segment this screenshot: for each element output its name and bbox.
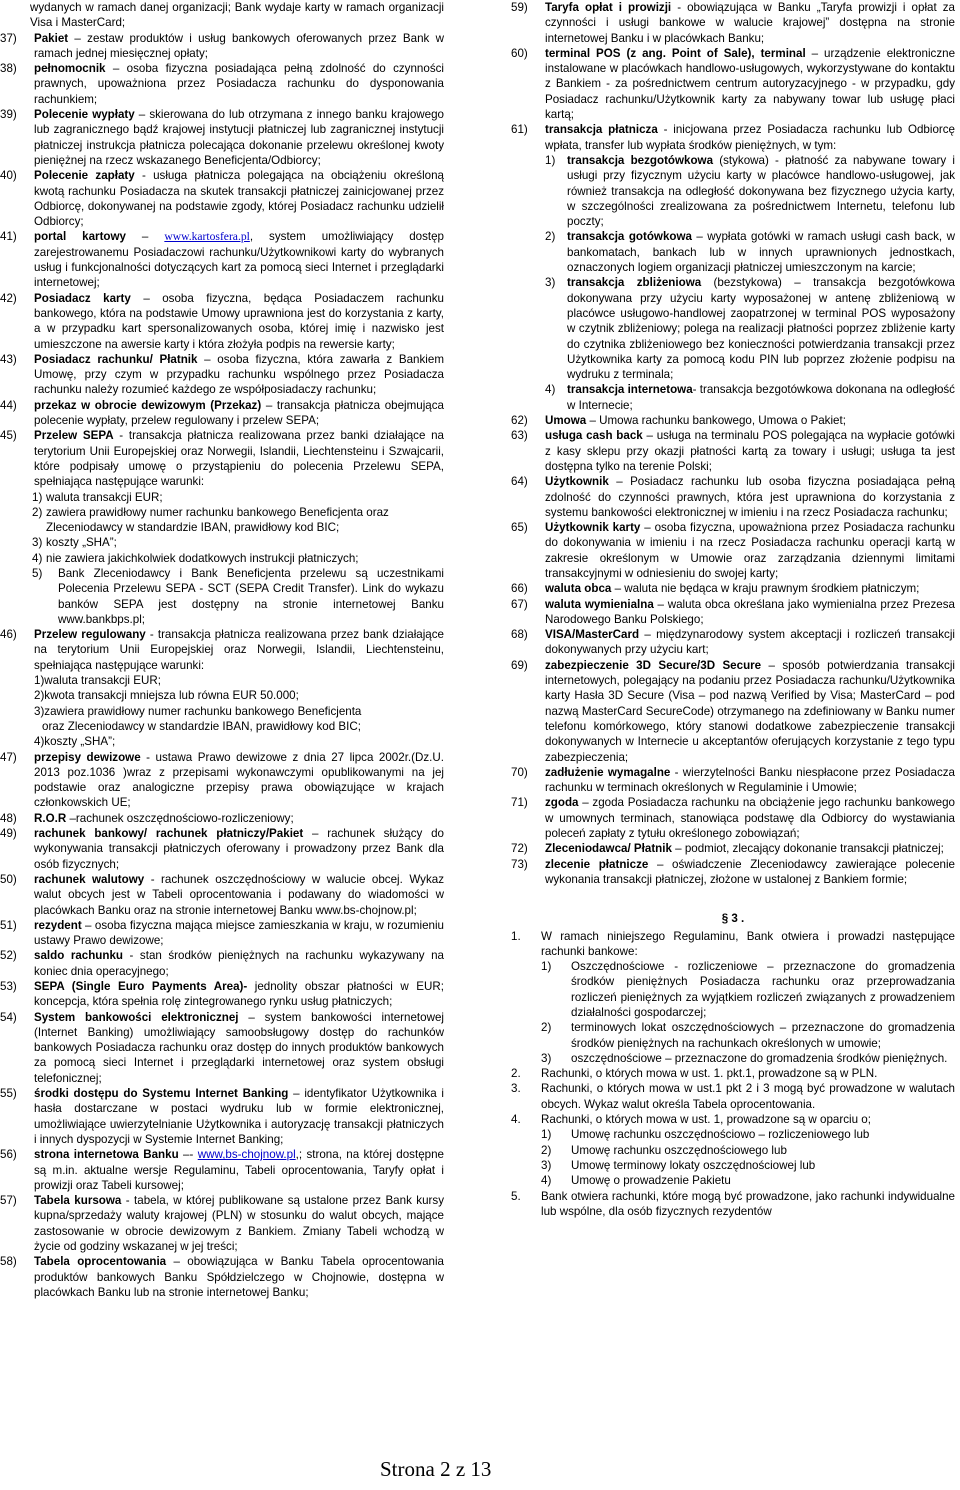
definition-73: 73) zlecenie płatnicze – oświadczenie Zleceniodawcy zawierające polecenie wykonania transakcji płatniczej, złożone w ustalonej z Bankiem formie; (511, 857, 955, 886)
list-item: 4) nie zawiera jakichkolwiek dodatkowych instrukcji płatniczych; (32, 551, 359, 565)
definition-55: 55) środki dostępu do Systemu Internet Banking – identyfikator Użytkownika i hasła dostarczane w postaci wydruku lub w formie elektronicznej, umożliwiające uwierzytelnianie Użytkownika i autoryzację transakcji płatniczych i innych dyspozycji w Systemie Internet Banking; (0, 1087, 444, 1146)
definition-39: 39) Polecenie wypłaty – skierowana do lub otrzymana z innego banku krajowego lub zagranicznego bądź krajowej instytucji płatniczej lub zagranicznej instytucji płatniczej instrukcja płatnicza polecająca dokonanie przelewu określonej kwoty pieniężnej na rzecz wskazanego Beneficjenta/Odbiorcy; (0, 108, 444, 167)
left-column (0, 0, 444, 1300)
paragraph-4: 4. Rachunki, o których mowa w ust. 1, prowadzone są w oparciu o; (511, 1113, 871, 1127)
definition-67: 67) waluta wymienialna – waluta obca określana jako wymienialna przez Prezesa Narodowego Banku Polskiego; (511, 597, 955, 626)
definition-50: 50) rachunek walutowy - rachunek oszczędnościowy w walucie obcej. Wykaz walut obcych jest w Tabeli oprocentowania i podawany do wiadomości w placówkach Banku oraz na stronie internetowej Banku www.bs-chojnow.pl; (0, 872, 444, 917)
bank-website-link[interactable]: www,bs-chojnow.pl (197, 1148, 296, 1162)
list-item: 4) Umowę o prowadzenie Pakietu (541, 1174, 731, 1188)
definition-40: 40) Polecenie zapłaty - usługa płatnicza polegająca na obciążeniu określoną kwotą rachunku Posiadacza na skutek transakcji płatniczej zainicjowanej przez Odbiorcę, dokonywanej na podstawie zgody, której Posiadacz rachunku udzielił Odbiorcy; (0, 169, 445, 229)
definition-54: 54) System bankowości elektronicznej – system bankowości internetowej (Internet Banking) umożliwiający samoobsługowy dostęp do rachunków bankowych Posiadacza rachunku oraz dostęp do innych produktów bankowych za pomocą sieci Internet i przeglądarki internetowej oraz system obsługi telefonicznej; (0, 1010, 444, 1085)
right-column (511, 0, 955, 1219)
definition-47: 47) przepisy dewizowe - ustawa Prawo dewizowe z dnia 27 lipca 2002r.(Dz.U. 2013 poz.1036 )wraz z przepisami wykonawczymi opublikowanymi na jej podstawie oraz analogiczne przepisy prawa obowiązujące w krajach członkowskich UE; (0, 750, 444, 810)
definition-48: 48) R.O.R –rachunek oszczędnościowo-rozliczeniowy; (0, 811, 294, 825)
definition-65: 65) Użytkownik karty – osoba fizyczna, upoważniona przez Posiadacza rachunku do dokonywania w imieniu i na rzecz Posiadacza rachunku operacji kartą w zakresie określonym w Umowie oraz zarządzania dziennymi limitami transakcyjnymi w odniesieniu do swojej karty; (511, 521, 955, 580)
definition-72: 72) Zleceniodawca/ Płatnik – podmiot, zlecający dokonanie transakcji płatniczej; (511, 842, 944, 856)
definition-63: 63) usługa cash back – usługa na terminalu POS polegająca na wypłacie gotówki z kasy sklepu przy okazji płatności kartą za towary i usługi; usługa ta jest dostępna tylko na terenie Polski; (511, 429, 955, 473)
list-item: 2) Umowę rachunku oszczędnościowego lub (541, 1143, 787, 1157)
list-item: 2) terminowych lokat oszczędnościowych – przeznaczone do gromadzenia środków pieniężnych na rachunkach określonych w umowie; (541, 1021, 955, 1050)
definition-58: 58) Tabela oprocentowania – obowiązująca w Banku Tabela oprocentowania produktów bankowych Banku Spółdzielczego w Chojnowie, dostępna w placówkach Banku lub na stronie internetowej Banku; (0, 1255, 445, 1299)
list-item: 3) transakcja zbliżeniowa (bezstykowa) – transakcja bezgotówkowa dokonywana przy użyciu karty wyposażonej w antenę zbliżeniową w placówce usługowo-handlowej zaopatrzonej w terminal POS wyposażony w czytnik zbliżeniowy; polega na realizacji płatności poprzez zbliżenie karty do czytnika zbliżeniowego bez konieczności potwierdzania transakcji przez Użytkownika karty za pomocą kodu PIN lub poprzez złożenie podpisu na wydruku z terminala; (545, 276, 955, 382)
definition-69: 69) zabezpieczenie 3D Secure/3D Secure – sposób potwierdzania transakcji internetowych, polegający na podaniu przez Posiadacza rachunku/Użytkownika karty Hasła 3D Secure (Visa – pod nazwą Verified by Visa; MasterCard – pod nazwą MasterCard SecureCode) otrzymanego na zdefiniowany w Banku numer telefonu komórkowego, który stanowi dodatkowe zabezpieczenie transakcji dokonywanych w Internecie u akceptantów oferujących korzystanie z tego typu zabezpieczenia; (511, 658, 955, 764)
kartosfera-link[interactable]: www.kartosfera.pl (164, 230, 250, 244)
paragraph-5: 5. Bank otwiera rachunki, które mogą być prowadzone, jako rachunki indywidualne lub wspólne, dla osób fizycznych rezydentów (511, 1189, 955, 1218)
list-item: 1) Umowę rachunku oszczędnościowo – rozliczeniowego lub (541, 1128, 870, 1142)
definition-66: 66) waluta obca – waluta nie będąca w kraju prawnym środkiem płatniczym; (511, 582, 920, 596)
list-item: 5) Bank Zleceniodawcy i Bank Beneficjenta przelewu są uczestnikami Polecenia Przelewu SEPA - SCT (SEPA Credit Transfer). Link do wykazu banków SEPA jest dostępny na stronie internetowej Banku www.bankbps.pl; (32, 566, 444, 626)
list-item: 3) koszty „SHA”; (32, 536, 117, 550)
definition-59: 59) Taryfa opłat i prowizji - obowiązująca w Banku „Taryfa prowizji i opłat za czynności i usługi bankowe w walucie krajowej” dostępna na stronie internetowej Banku i w placówkach Banku; (511, 1, 955, 45)
definition-52: 52) saldo rachunku - stan środków pieniężnych na rachunku wykazywany na koniec dnia operacyjnego; (0, 949, 444, 978)
intro-text: wydanych w ramach danej organizacji; Bank wydaje karty w ramach organizacji Visa i MasterCard; (30, 1, 444, 30)
definition-53: 53) SEPA (Single Euro Payments Area)- jednolity obszar płatności w EUR; koncepcja, która spełnia rolę zintegrowanego rynku usług płatniczych; (0, 980, 444, 1009)
definition-64: 64) Użytkownik – Posiadacz rachunku lub osoba fizyczna posiadająca pełną zdolność do czynności prawnych, która jest uprawniona do korzystania z systemu bankowości elektronicznej w imieniu i na rzecz Posiadacza rachunku; (511, 475, 955, 519)
paragraph-3: 3. Rachunki, o których mowa w ust.1 pkt 2 i 3 mogą być prowadzone w walutach obcych. Wykaz walut określa Tabela oprocentowania. (511, 1082, 955, 1111)
definition-60: 60) terminal POS (z ang. Point of Sale), terminal – urządzenie elektroniczne instalowane w placówkach handlowo-usługowych, wykorzystywane do kontaktu z Bankiem - za pośrednictwem centrum autoryzacyjnego - w przypadku, gdy Posiadacz rachunku/Użytkownik karty za nabywany towar lub usługę płaci kartą; (511, 46, 956, 122)
list-item: 3)zawiera prawidłowy numer rachunku bankowego Beneficjenta (34, 704, 362, 718)
definition-43: 43) Posiadacz rachunku/ Płatnik – osoba fizyczna, która zawarła z Bankiem Umowę, przy czym w przypadku rachunku wspólnego przez Posiadacza rachunku należy rozumieć każdego ze współposiadaczy rachunku; (0, 352, 444, 397)
paragraph-1: 1. W ramach niniejszego Regulaminu, Bank otwiera i prowadzi następujące rachunki bankowe: (511, 929, 955, 958)
list-item: 2) transakcja gotówkowa – wypłata gotówki w ramach usługi cash back, w bankomatach, bankach lub w innych uprawnionych jednostkach, oznaczonych logiem organizacji płatniczej umieszczonym na karcie; (545, 230, 955, 275)
list-item: 1)waluta transakcji EUR; (34, 674, 161, 688)
list-item: 1) Oszczędnościowe - rozliczeniowe – przeznaczone do gromadzenia środków pieniężnych Posiadacza rachunku oraz przeprowadzania rozliczeń pieniężnych za wyjątkiem rozliczeń związanych z prowadzeniem działalności gospodarczej; (541, 960, 955, 1019)
list-item: 2) zawiera prawidłowy numer rachunku bankowego Beneficjenta oraz Zleceniodawcy w standardzie IBAN, prawidłowy kod BIC; (32, 505, 389, 535)
definition-38: 38) pełnomocnik – osoba fizyczna posiadająca pełną zdolność do czynności prawnych, upoważniona przez Posiadacza rachunku do dysponowania rachunkiem; (0, 62, 444, 106)
definition-44: 44) przekaz w obrocie dewizowym (Przekaz) – transakcja płatnicza obejmująca polecenie wypłaty, przelew regulowany i przelew SEPA; (0, 398, 444, 428)
paragraph-2: 2. Rachunki, o których mowa w ust. 1. pkt.1, prowadzone są w PLN. (511, 1067, 878, 1081)
definition-68: 68) VISA/MasterCard – międzynarodowy system akceptacji i rozliczeń transakcji dokonywanych przy użyciu kart; (511, 628, 955, 657)
definition-51: 51) rezydent – osoba fizyczna mająca miejsce zamieszkania w kraju, w rozumieniu ustawy Prawo dewizowe; (0, 918, 444, 948)
list-item: 4)koszty „SHA”; (34, 735, 116, 749)
definition-71: 71) zgoda – zgoda Posiadacza rachunku na obciążenie jego rachunku bankowego w umownych terminach, stanowiąca podstawę dla Odbiorcy do wystawiania poleceń zapłaty z tytułu określonego zobowiązań; (511, 796, 955, 841)
list-item: 2)kwota transakcji mniejsza lub równa EUR 50.000; (34, 689, 299, 703)
definition-42: 42) Posiadacz karty – osoba fizyczna, będąca Posiadaczem rachunku bankowego, która na podstawie Umowy uprawniona jest do korzystania z karty, a w przypadku kart spersonalizowanych osoba, której imię i nazwisko jest umieszczone na awersie karty i która złożyła podpis na rewersie karty; (0, 291, 444, 351)
list-item: 1) waluta transakcji EUR; (32, 490, 163, 504)
list-item: 3) Umowę terminowy lokaty oszczędnościowej lub (541, 1158, 816, 1172)
definition-49: 49) rachunek bankowy/ rachunek płatniczy/Pakiet – rachunek służący do wykonywania transakcji płatniczych oferowany i prowadzony przez Bank dla osób fizycznych; (0, 827, 444, 871)
page-number: Strona 2 z 13 (380, 1457, 492, 1481)
section-heading: § 3 . (721, 912, 745, 926)
list-item: 3) oszczędnościowe – przeznaczone do gromadzenia środków pieniężnych. (541, 1051, 948, 1065)
definition-70: 70) zadłużenie wymagalne - wierzytelności Banku niespłacone przez Posiadacza rachunku w terminach określonych w Regulaminie i Umowie; (511, 765, 955, 795)
definition-57: 57) Tabela kursowa - tabela, w której publikowane są ustalone przez Bank kursy kupna/sprzedaży waluty krajowej (PLN) w stosunku do walut obcych, mające zastosowanie w obrocie dewizowym z Bankiem. Zmiany Tabeli wchodzą w życie od godziny wskazanej w jej treści; (0, 1194, 444, 1254)
definition-46: 46) Przelew regulowany - transakcja płatnicza realizowana przez bank działające na terytorium Unii Europejskiej oraz Norwegii, Islandii, Liechtensteinu, spełniająca następujące warunki: (0, 628, 444, 672)
definition-45: 45) Przelew SEPA - transakcja płatnicza realizowana przez banki działające na terytorium Unii Europejskiej oraz Norwegii, Islandii, Liechtensteinu i Szwajcarii, które podpisały umowę o przystąpieniu do polecenia Przelewu SEPA, spełniająca następujące warunki: (0, 429, 445, 489)
list-item-continuation: oraz Zleceniodawcy w standardzie IBAN, prawidłowy kod BIC; (42, 719, 361, 733)
definition-62: 62) Umowa – Umowa rachunku bankowego, Umowa o Pakiet; (511, 414, 846, 428)
definition-56: 56) strona internetowa Banku –- www,bs-chojnow.pl,; strona, na której dostępne są m.in. aktualne wersje Regulaminu, Tabeli oprocentowania, Taryfy opłat i prowizji oraz Tabeli kursowej; (0, 1148, 444, 1192)
list-item: 1) transakcja bezgotówkowa (stykowa) - płatność za nabywane towary i usługi przy fizycznym użyciu karty w placówce handlowo-usługowej, jak również transakcja na odległość dokonywana bez fizycznego użycia karty, w szczególności zrealizowana za pośrednictwem Internetu, telefonu lub poczty; (545, 153, 955, 229)
list-item: 4) transakcja internetowa- transakcja bezgotówkowa dokonana na odległość w Internecie; (545, 383, 955, 412)
definition-37: 37) Pakiet – zestaw produktów i usług bankowych oferowanych przez Bank w ramach jednej miesięcznej opłaty; (0, 31, 444, 60)
definition-61: 61) transakcja płatnicza - inicjowana przez Posiadacza rachunku lub Odbiorcę wpłata, transfer lub wypłata środków pieniężnych, w tym: (511, 123, 955, 152)
definition-41: 41) portal kartowy – www.kartosfera.pl, system umożliwiający dostęp zarejestrowanemu Posiadaczowi rachunku/Użytkownikowi karty do wybranych usług i funkcjonalności dotyczących kart za pomocą sieci Internet i przeglądarki internetowej; (0, 230, 444, 290)
